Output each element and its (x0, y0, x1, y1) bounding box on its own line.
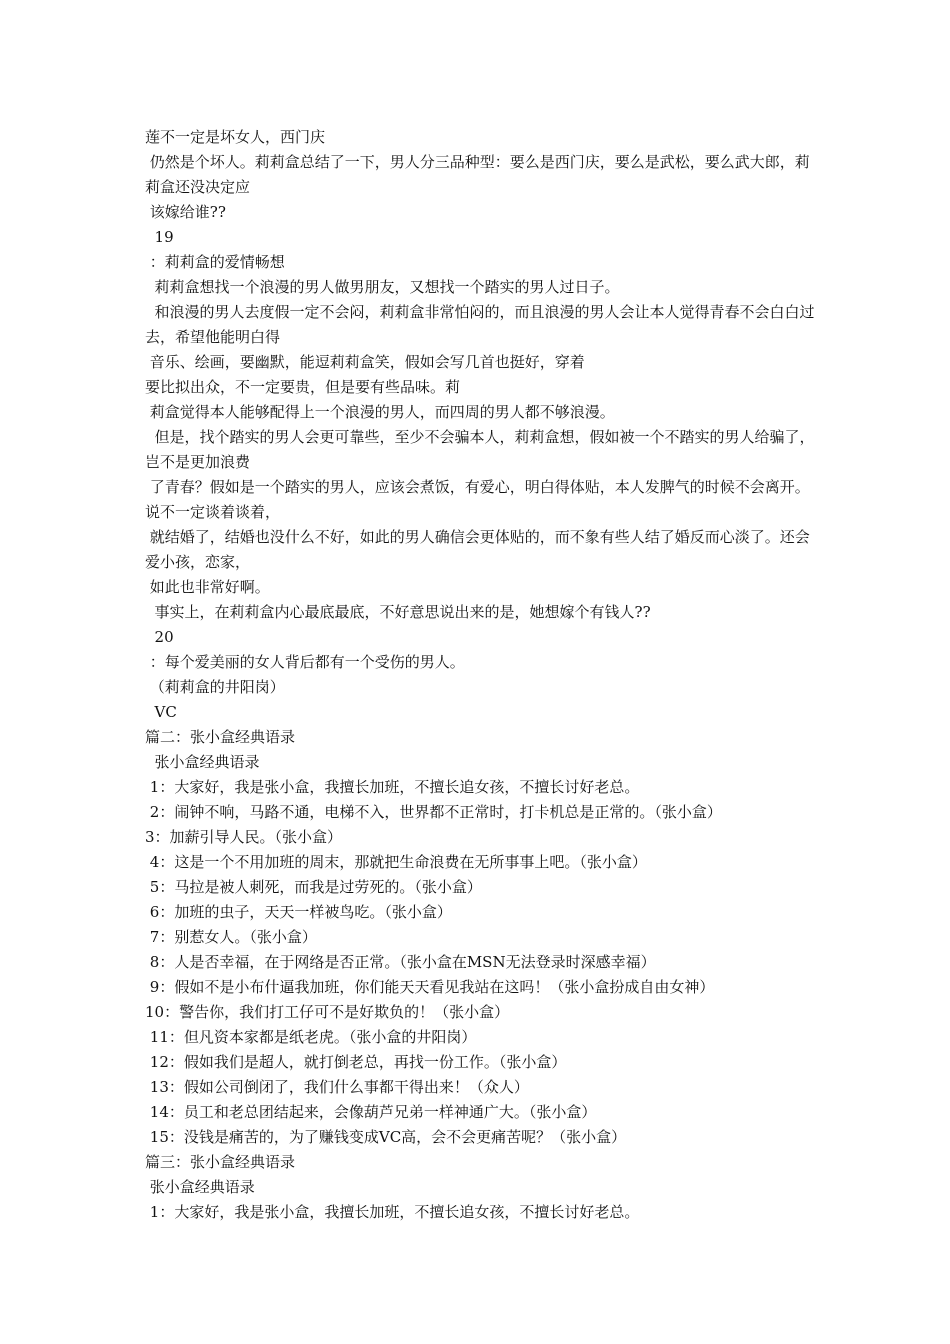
text-line: 12：假如我们是超人，就打倒老总，再找一份工作。（张小盒） (145, 1053, 567, 1071)
text-line: 音乐、绘画，要幽默，能逗莉莉盒笑，假如会写几首也挺好，穿着 (145, 353, 585, 371)
text-line: 19 (145, 228, 174, 246)
text-line: 5：马拉是被人刺死，而我是过劳死的。（张小盒） (145, 878, 482, 896)
text-line: 莉盒觉得本人能够配得上一个浪漫的男人，而四周的男人都不够浪漫。 (145, 403, 615, 421)
text-line: 11：但凡资本家都是纸老虎。（张小盒的井阳岗） (145, 1028, 477, 1046)
text-line: 要比拟出众，不一定要贵，但是要有些品味。莉 (145, 378, 461, 396)
document-body (145, 125, 815, 1225)
text-line: 张小盒经典语录 (145, 753, 260, 771)
text-line: ：每个爱美丽的女人背后都有一个受伤的男人。 (145, 653, 465, 671)
text-line: 9：假如不是小布什逼我加班，你们能天天看见我站在这吗！（张小盒扮成自由女神） (145, 978, 715, 996)
text-line: 1：大家好，我是张小盒，我擅长加班，不擅长追女孩，不擅长讨好老总。 (145, 778, 640, 796)
text-line: 篇二：张小盒经典语录 (145, 728, 296, 746)
text-line: 13：假如公司倒闭了，我们什么事都干得出来！（众人） (145, 1078, 529, 1096)
text-line: （莉莉盒的井阳岗） (145, 678, 285, 696)
text-line: 4：这是一个不用加班的周末，那就把生命浪费在无所事事上吧。（张小盒） (145, 853, 647, 871)
text-line: 1：大家好，我是张小盒，我擅长加班，不擅长追女孩，不擅长讨好老总。 (145, 1203, 640, 1221)
text-line: 和浪漫的男人去度假一定不会闷，莉莉盒非常怕闷的，而且浪漫的男人会让本人觉得青春不会白白过去，希望他能明白得 (145, 303, 815, 346)
text-line: 该嫁给谁?? (145, 203, 226, 221)
text-line: 但是，找个踏实的男人会更可靠些，至少不会骗本人，莉莉盒想，假如被一个不踏实的男人给骗了，岂不是更加浪费 (145, 428, 815, 471)
text-line: 如此也非常好啊。 (145, 578, 270, 596)
text-line: 莉莉盒想找一个浪漫的男人做男朋友，又想找一个踏实的男人过日子。 (145, 278, 620, 296)
text-line: 张小盒经典语录 (145, 1178, 255, 1196)
text-line: 7：别惹女人。（张小盒） (145, 928, 317, 946)
text-line: ：莉莉盒的爱情畅想 (145, 253, 285, 271)
text-line: 15：没钱是痛苦的，为了赚钱变成VC高，会不会更痛苦呢？（张小盒） (145, 1128, 627, 1146)
text-line: 10：警告你，我们打工仔可不是好欺负的！（张小盒） (145, 1003, 510, 1021)
text-line: 了青春？假如是一个踏实的男人，应该会煮饭，有爱心，明白得体贴，本人发脾气的时候不会离开。说不一定谈着谈着， (145, 478, 810, 521)
text-line: 2：闹钟不响，马路不通，电梯不入，世界都不正常时，打卡机总是正常的。（张小盒） (145, 803, 722, 821)
text-line: 莲不一定是坏女人，西门庆 (145, 128, 326, 146)
text-line: 就结婚了，结婚也没什么不好，如此的男人确信会更体贴的，而不象有些人结了婚反而心淡了。还会爱小孩，恋家， (145, 528, 810, 571)
text-line: 事实上，在莉莉盒内心最底最底，不好意思说出来的是，她想嫁个有钱人?? (145, 603, 651, 621)
text-line: 6：加班的虫子，天天一样被鸟吃。（张小盒） (145, 903, 452, 921)
text-line: 14：员工和老总团结起来，会像葫芦兄弟一样神通广大。（张小盒） (145, 1103, 597, 1121)
text-line: 20 (145, 628, 174, 646)
text-line: 篇三：张小盒经典语录 (145, 1153, 296, 1171)
text-line: 仍然是个坏人。莉莉盒总结了一下，男人分三品种型：要么是西门庆，要么是武松，要么武大郎，莉莉盒还没决定应 (145, 153, 810, 196)
text-line: VC (145, 703, 177, 721)
text-line: 8：人是否幸福，在于网络是否正常。（张小盒在MSN无法登录时深感幸福） (145, 953, 656, 971)
text-line: 3：加薪引导人民。（张小盒） (145, 828, 343, 846)
